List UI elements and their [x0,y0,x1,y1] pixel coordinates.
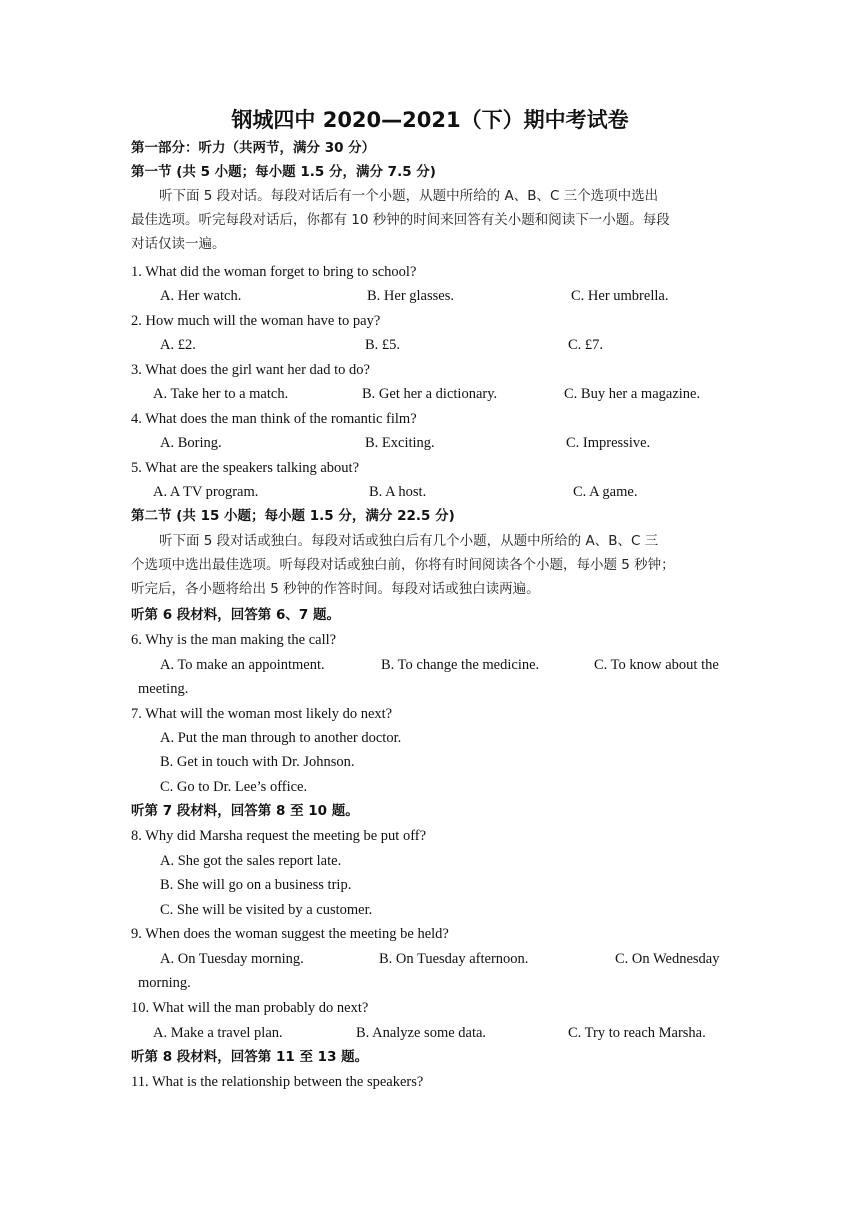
q2-option-c: C. £7. [568,337,604,353]
q9-option-b: B. On Tuesday afternoon. [379,951,529,967]
question-10: 10. What will the man probably do next? [131,1000,369,1016]
q8-option-a: A. She got the sales report late. [160,853,342,869]
q10-option-a: A. Make a travel plan. [153,1025,283,1041]
material-8-heading: 听第 8 段材料，回答第 11 至 13 题。 [131,1049,369,1065]
q3-option-c: C. Buy her a magazine. [564,386,701,402]
q2-option-b: B. £5. [365,337,401,353]
q9-option-c: C. On Wednesday [615,951,720,967]
section2-instruction-line: 个选项中选出最佳选项。听每段对话或独白前，你将有时间阅读各个小题，每小题 5 秒钟； [131,557,675,573]
question-6: 6. Why is the man making the call? [131,632,337,648]
section1-instruction-line: 听下面 5 段对话。每段对话后有一个小题，从题中所给的 A、B、C 三个选项中选出 [159,188,659,204]
q8-option-b: B. She will go on a business trip. [160,877,352,893]
question-11: 11. What is the relationship between the speakers? [131,1074,424,1090]
q1-option-c: C. Her umbrella. [571,288,669,304]
question-7: 7. What will the woman most likely do next? [131,706,393,722]
q5-option-c: C. A game. [573,484,638,500]
section1-heading: 第一节 (共 5 小题；每小题 1.5 分，满分 7.5 分) [131,164,436,180]
q4-option-a: A. Boring. [160,435,222,451]
q8-option-c: C. She will be visited by a customer. [160,902,373,918]
q10-option-c: C. Try to reach Marsha. [568,1025,706,1041]
q5-option-a: A. A TV program. [153,484,259,500]
q3-option-b: B. Get her a dictionary. [362,386,498,402]
q9-option-c-continued: morning. [138,975,191,991]
q6-option-b: B. To change the medicine. [381,657,540,673]
section2-instruction-line: 听下面 5 段对话或独白。每段对话或独白后有几个小题，从题中所给的 A、B、C 三 [159,533,659,549]
q1-option-a: A. Her watch. [160,288,242,304]
q6-option-c-continued: meeting. [138,681,189,697]
question-8: 8. Why did Marsha request the meeting be put off? [131,828,427,844]
q6-option-c: C. To know about the [594,657,719,673]
q7-option-c: C. Go to Dr. Lee’s office. [160,779,308,795]
question-5: 5. What are the speakers talking about? [131,460,360,476]
section1-instruction-line: 对话仅读一遍。 [131,236,226,252]
question-1: 1. What did the woman forget to bring to school? [131,264,417,280]
part1-heading: 第一部分：听力（共两节，满分 30 分） [131,140,376,156]
exam-title: 钢城四中 2020—2021（下）期中考试卷 [231,108,629,132]
q7-option-a: A. Put the man through to another doctor. [160,730,402,746]
q9-option-a: A. On Tuesday morning. [160,951,304,967]
question-4: 4. What does the man think of the romantic film? [131,411,417,427]
q5-option-b: B. A host. [369,484,427,500]
section2-instruction-line: 听完后，各小题将给出 5 秒钟的作答时间。每段对话或独白读两遍。 [131,581,540,597]
question-3: 3. What does the girl want her dad to do? [131,362,370,378]
q10-option-b: B. Analyze some data. [356,1025,487,1041]
question-9: 9. When does the woman suggest the meeting be held? [131,926,449,942]
material-7-heading: 听第 7 段材料，回答第 8 至 10 题。 [131,803,359,819]
q2-option-a: A. £2. [160,337,196,353]
q6-option-a: A. To make an appointment. [160,657,325,673]
q4-option-c: C. Impressive. [566,435,651,451]
section1-instruction-line: 最佳选项。听完每段对话后，你都有 10 秒钟的时间来回答有关小题和阅读下一小题。每段 [131,212,670,228]
q7-option-b: B. Get in touch with Dr. Johnson. [160,754,355,770]
section2-heading: 第二节 (共 15 小题；每小题 1.5 分，满分 22.5 分) [131,508,455,524]
q3-option-a: A. Take her to a match. [153,386,289,402]
q4-option-b: B. Exciting. [365,435,435,451]
question-2: 2. How much will the woman have to pay? [131,313,381,329]
material-6-heading: 听第 6 段材料，回答第 6、7 题。 [131,607,340,623]
q1-option-b: B. Her glasses. [367,288,454,304]
